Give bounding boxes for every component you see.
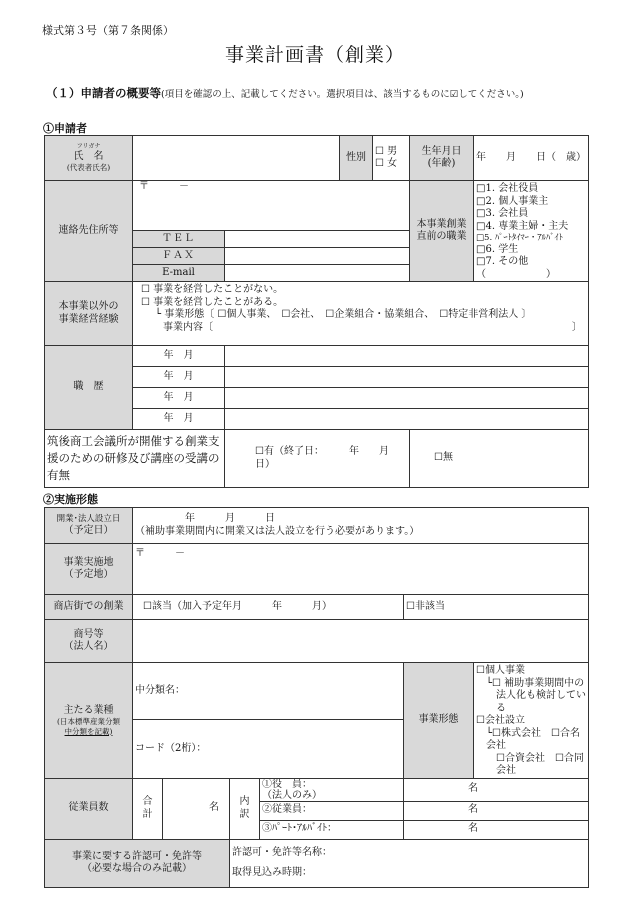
prior-job-option[interactable]: □1. 会社役員 xyxy=(476,183,539,194)
name-label-cell xyxy=(45,136,133,181)
fax-field[interactable] xyxy=(225,248,410,265)
officer-label-main: ①役 員： xyxy=(262,778,312,790)
license-date[interactable]: 取得見込み時期： xyxy=(232,867,312,878)
part-time-label: ③ﾊﾟｰﾄ･ｱﾙﾊﾞｲﾄ： xyxy=(260,820,404,839)
applicant-section-title: ①申請者 xyxy=(43,122,87,135)
implementation-table xyxy=(44,507,589,888)
experience-label-2: 事業経営経験 xyxy=(58,313,119,325)
staff-label: ②従業員： xyxy=(260,801,404,820)
career-date[interactable]: 年 月 xyxy=(133,367,225,388)
prior-job-option[interactable]: □4. 専業主婦・主夫 xyxy=(476,220,569,232)
business-form-label: 事業形態 xyxy=(404,663,474,779)
employees-breakdown-label-2: 訳 xyxy=(239,808,250,820)
seminar-yes[interactable]: ☐有（終了日： 年 月 日） xyxy=(225,430,410,488)
trade-name-label-main: 商号等 xyxy=(73,628,104,640)
employees-total-label-1: 合 xyxy=(142,796,153,807)
part-time-count[interactable]: 名 xyxy=(404,820,589,839)
career-date[interactable]: 年 月 xyxy=(133,346,225,367)
business-form-options[interactable] xyxy=(474,663,589,779)
license-label-main: 事業に要する許認可・免許等 xyxy=(72,850,202,862)
industry-label-sub1: (日本標準産業分類 xyxy=(57,717,120,727)
open-date-field[interactable] xyxy=(133,508,589,544)
license-name[interactable]: 許認可・免許等名称： xyxy=(232,847,332,858)
experience-content-open: 事業内容〔 xyxy=(163,321,213,333)
birth-sub: (年齢) xyxy=(427,158,456,169)
birth-label: 生年月日 xyxy=(421,145,462,157)
staff-count[interactable]: 名 xyxy=(404,801,589,820)
open-date-label-sub: （予定日） xyxy=(63,524,114,536)
industry-label-sub2: 中分類を記載) xyxy=(64,726,113,736)
name-sub: (代表者氏名) xyxy=(66,163,111,173)
section-heading xyxy=(46,85,524,101)
address-label: 連絡先住所等 xyxy=(45,181,133,282)
prior-job-options[interactable] xyxy=(474,181,589,282)
prior-job-option[interactable]: □6. 学生 xyxy=(476,243,519,255)
birth-label-cell xyxy=(410,136,474,181)
shopping-street-label: 商店街での創業 xyxy=(45,595,133,620)
heading-main: （１）申請者の概要等 xyxy=(46,86,161,100)
experience-label-1: 本事業以外の xyxy=(58,301,119,313)
fax-label: ＦＡＸ xyxy=(133,248,225,265)
location-label-main: 事業実施地 xyxy=(63,556,114,568)
industry-label xyxy=(45,663,133,779)
industry-label-main: 主たる業種 xyxy=(63,704,114,716)
business-form-option[interactable]: ☐合資会社 ☐合同会社 xyxy=(496,752,584,776)
shopping-street-no[interactable]: ☐非該当 xyxy=(404,595,589,620)
form-number: 様式第３号（第７条関係） xyxy=(42,24,174,37)
experience-label xyxy=(45,282,133,346)
experience-business-form[interactable]: └ 事業形態〔 ☐個人事業、 ☐会社、 ☐企業組合・協業組合、 ☐特定非営利法人 〕 xyxy=(155,309,532,321)
business-form-option[interactable]: ☐個人事業 xyxy=(476,665,525,676)
prior-job-label xyxy=(410,181,474,282)
location-label-sub: （予定地） xyxy=(63,569,114,580)
implementation-section-title: ②実施形態 xyxy=(43,493,98,506)
officer-count[interactable]: 名 xyxy=(404,778,589,801)
sex-options[interactable] xyxy=(373,136,410,181)
seminar-no[interactable]: ☐無 xyxy=(410,430,589,488)
open-date-value[interactable]: 年 月 日 xyxy=(185,513,275,524)
email-label: E-mail xyxy=(133,265,225,282)
prior-job-option[interactable]: □5. ﾊﾟｰﾄﾀｲﾏｰ・ｱﾙﾊﾞｲﾄ xyxy=(476,233,563,243)
career-detail[interactable] xyxy=(225,346,589,367)
license-field[interactable] xyxy=(230,839,589,887)
trade-name-label xyxy=(45,620,133,663)
employees-breakdown-label xyxy=(230,778,260,839)
experience-content-close: 〕 xyxy=(572,321,583,333)
career-detail[interactable] xyxy=(225,409,589,430)
trade-name-label-sub: （法人名） xyxy=(63,641,114,652)
sex-male[interactable]: ☐ 男 xyxy=(375,145,398,157)
experience-field[interactable] xyxy=(133,282,589,346)
career-detail[interactable] xyxy=(225,388,589,409)
shopping-street-yes[interactable]: ☐該当（加入予定年月 年 月） xyxy=(133,595,404,620)
business-form-note: 法人化も検討している xyxy=(496,690,586,714)
open-date-note: （補助事業期間内に開業又は法人設立を行う必要があります。） xyxy=(135,525,420,537)
employees-total-field[interactable]: 名 xyxy=(163,778,230,839)
open-date-label-main: 開業･法人設立日 xyxy=(56,513,121,524)
tel-field[interactable] xyxy=(225,231,410,248)
license-label xyxy=(45,839,230,887)
name-field[interactable] xyxy=(133,136,340,181)
career-detail[interactable] xyxy=(225,367,589,388)
business-form-option[interactable]: ☐会社設立 xyxy=(476,715,525,726)
page-title: 事業計画書（創業） xyxy=(224,44,405,66)
heading-note: (項目を確認の上、記載してください。選択項目は、該当するものに☑してください。) xyxy=(161,89,524,100)
career-date[interactable]: 年 月 xyxy=(133,409,225,430)
prior-job-option[interactable]: □7. その他（ ） xyxy=(476,256,557,280)
name-label: 氏 名 xyxy=(73,150,104,162)
employees-label: 従業員数 xyxy=(45,778,133,839)
industry-mid-field[interactable]: 中分類名： xyxy=(133,663,404,720)
business-form-option[interactable]: └☐株式会社 ☐合名会社 xyxy=(486,727,580,751)
employees-breakdown-label-1: 内 xyxy=(239,796,250,807)
birth-field[interactable]: 年 月 日（ 歳） xyxy=(474,136,589,181)
experience-option-none[interactable]: ☐ 事業を経営したことがない。 xyxy=(141,284,284,296)
tel-label: ＴＥＬ xyxy=(133,231,225,248)
experience-option-yes[interactable]: ☐ 事業を経営したことがある。 xyxy=(141,296,284,308)
prior-job-label-1: 本事業創業 xyxy=(416,218,467,230)
prior-job-option[interactable]: □3. 会社員 xyxy=(476,208,529,219)
location-label xyxy=(45,544,133,595)
industry-code-field[interactable]: コード（2桁）： xyxy=(133,720,404,778)
name-ruby: フリガナ xyxy=(76,143,101,151)
employees-total-label xyxy=(133,778,163,839)
sex-female[interactable]: ☐ 女 xyxy=(375,158,398,169)
officer-label-sub: （法人のみ） xyxy=(262,789,322,801)
location-field[interactable]: 〒 － xyxy=(133,544,589,595)
address-postal[interactable]: 〒 － xyxy=(133,181,410,231)
experience-business-content[interactable] xyxy=(141,322,586,335)
officer-label xyxy=(260,778,404,801)
prior-job-label-2: 直前の職業 xyxy=(416,231,467,243)
employees-total-label-2: 計 xyxy=(142,808,153,820)
seminar-label: 筑後商工会議所が開催する創業支援のための研修及び講座の受講の有無 xyxy=(45,430,225,488)
sex-label: 性別 xyxy=(340,136,373,181)
career-date[interactable]: 年 月 xyxy=(133,388,225,409)
prior-job-option[interactable]: □2. 個人事業主 xyxy=(476,195,549,207)
license-label-sub: （必要な場合のみ記載） xyxy=(82,863,192,874)
applicant-table xyxy=(44,135,589,488)
email-field[interactable] xyxy=(225,265,410,282)
trade-name-field[interactable] xyxy=(133,620,589,663)
business-form-option[interactable]: └☐ 補助事業期間中の xyxy=(486,677,585,689)
open-date-label xyxy=(45,508,133,544)
career-label: 職 歴 xyxy=(45,346,133,430)
